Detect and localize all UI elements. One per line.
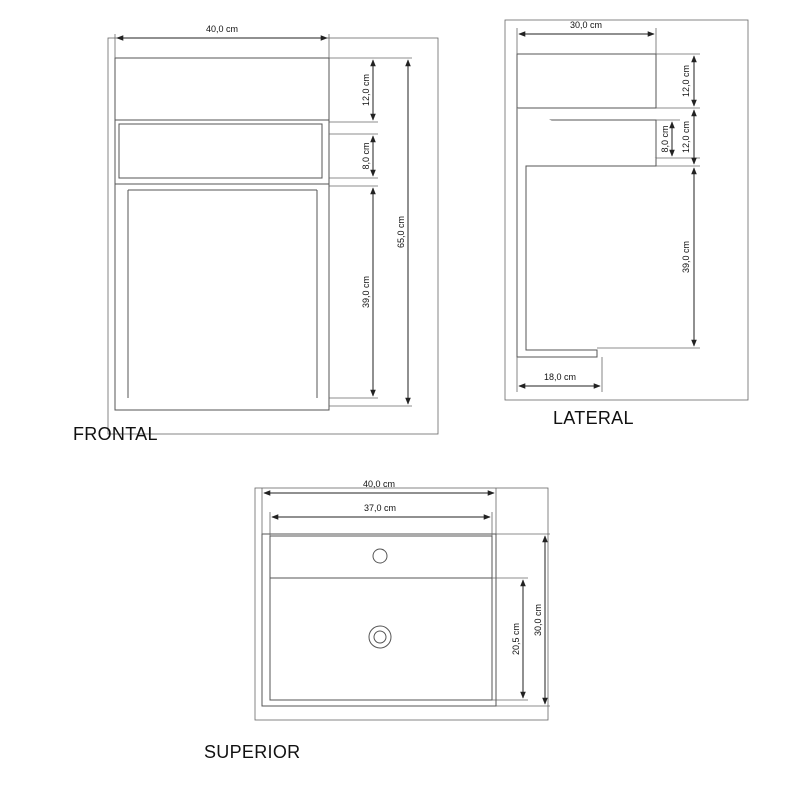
lateral-lower-height-label: 39,0 cm bbox=[681, 240, 691, 274]
superior-view bbox=[255, 479, 550, 720]
lateral-gap-outer-label: 12,0 cm bbox=[681, 120, 691, 154]
frontal-gap-height-label: 8,0 cm bbox=[361, 142, 371, 170]
lateral-top-height-label: 12,0 cm bbox=[681, 64, 691, 98]
frontal-view bbox=[108, 24, 438, 434]
lateral-basin bbox=[517, 54, 656, 108]
superior-depth-label: 30,0 cm bbox=[533, 603, 543, 637]
lateral-gap-height-label: 8,0 cm bbox=[660, 125, 670, 153]
frontal-width-label: 40,0 cm bbox=[205, 24, 239, 34]
superior-inner-width-label: 37,0 cm bbox=[363, 503, 397, 513]
lateral-view bbox=[505, 20, 748, 400]
frontal-lower-height-label: 39,0 cm bbox=[361, 275, 371, 309]
superior-view-title: SUPERIOR bbox=[204, 742, 301, 762]
lateral-depth-label: 30,0 cm bbox=[569, 20, 603, 30]
superior-width-label: 40,0 cm bbox=[362, 479, 396, 489]
superior-inner-depth-label: 20,5 cm bbox=[511, 622, 521, 656]
frontal-lower-frame bbox=[115, 184, 329, 410]
faucet-hole-icon bbox=[373, 549, 387, 563]
frontal-basin bbox=[115, 58, 329, 120]
frontal-view-title: FRONTAL bbox=[73, 424, 158, 444]
drain-inner-icon bbox=[374, 631, 386, 643]
frontal-top-height-label: 12,0 cm bbox=[361, 73, 371, 107]
frontal-shelf-opening bbox=[119, 124, 322, 178]
frontal-total-height-label: 65,0 cm bbox=[396, 215, 406, 249]
lateral-view-title: LATERAL bbox=[553, 408, 634, 428]
lateral-base-depth-label: 18,0 cm bbox=[543, 372, 577, 382]
